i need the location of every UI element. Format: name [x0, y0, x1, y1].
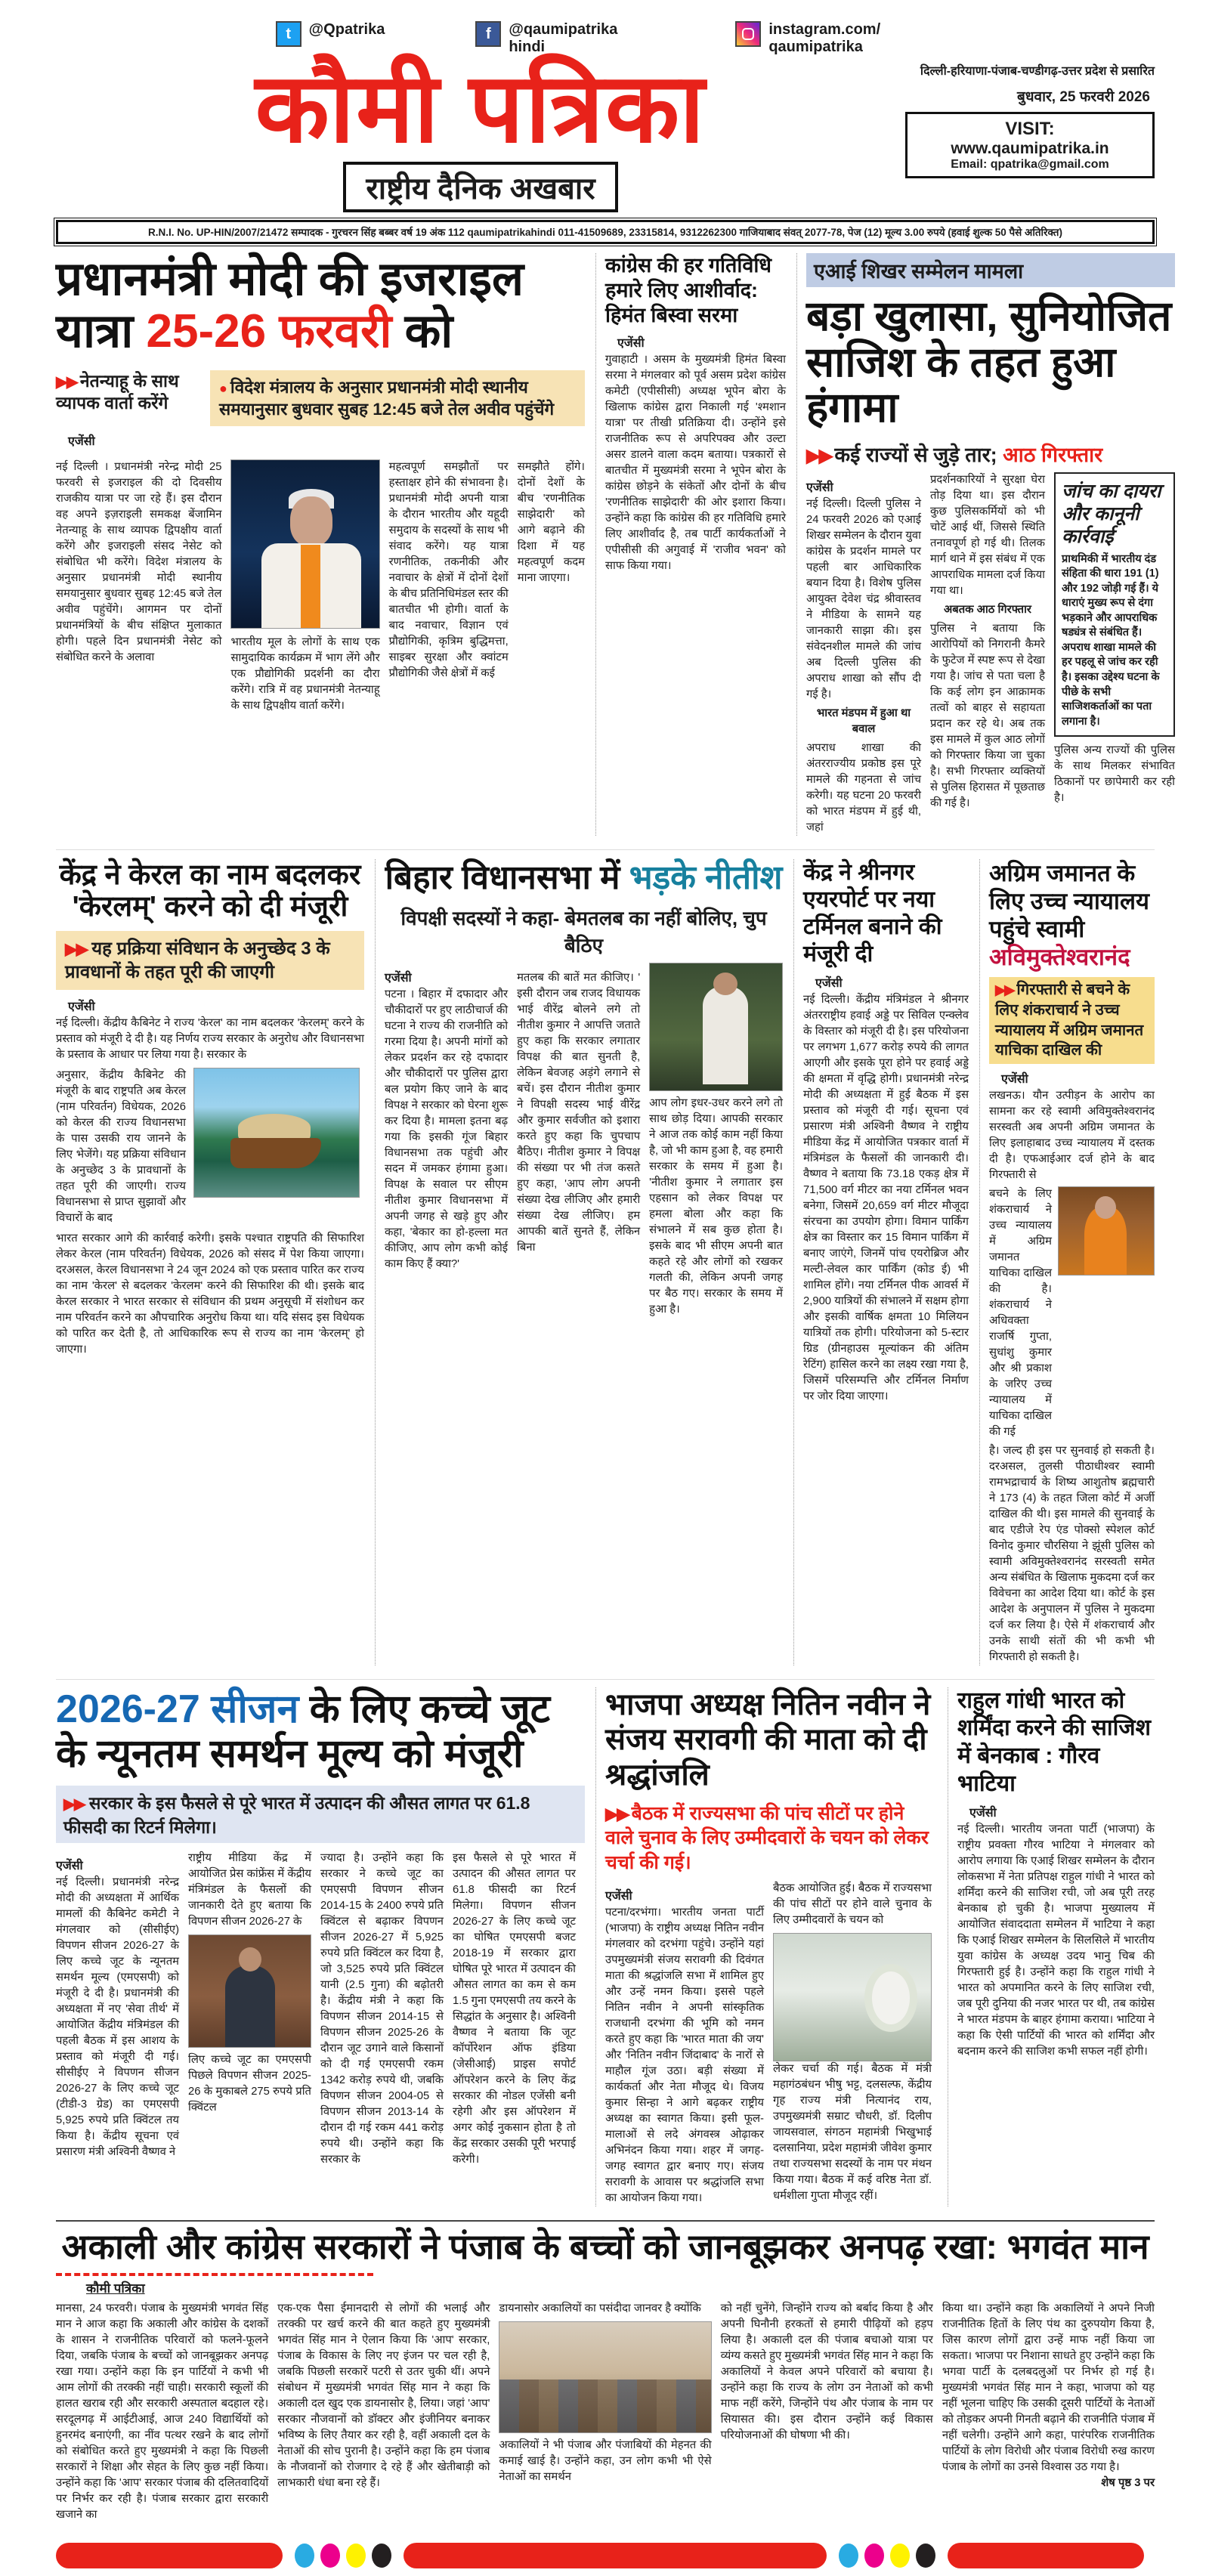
jute-sub [56, 1786, 585, 1843]
himanta-body: गुवाहाटी । असम के मुख्यमंत्री हिमंत बिस्वा सरमा ने मंगलवार को पूर्व असम प्रदेश कांग्रेस कमेटी (एपीसीसी) अध्यक्ष भूपेन बोरा के खिलाफ कांग्रेस द्वारा निकाली गई 'श्मशान यात्रा' पर तीखी प्रतिक्रिया दी। उन्होंने इसे राजनीतिक रूप से अपरिपक्व और उल्टा असर डालने वाला कदम बताया। पत्रकारों से बातचीत में मुख्यमंत्री सरमा ने भूपेन बोरा के कांग्रेस छोड़ने के संकेतों और दोनों के बीच 'रणनीतिक साझेदारी' की ओर इशारा किया। उन्होंने कहा कि कांग्रेस की हर गतिविधि हमारे लिए आशीर्वाद है, तब पार्टी कार्यकर्ताओं ने एपीसीसी की अगुवाई में 'राजीव भवन' को साफ किया गया। [605, 353, 786, 572]
double-arrow-icon: ▶▶ [56, 373, 77, 391]
jute-headline [56, 1687, 585, 1777]
kerala-houseboat-photo [193, 1068, 360, 1198]
top-section [56, 253, 1175, 836]
red-bar [56, 2543, 283, 2568]
lead-headline-part-a: यात्रा [56, 305, 147, 358]
yellow-dot [346, 2544, 366, 2568]
bjp-headline: भाजपा अध्यक्ष नितिन नवीन ने संजय सरावगी की माता को दी श्रद्धांजलि [605, 1687, 931, 1792]
ai-subhead1: भारत मंडपम में हुआ था बवाल [816, 707, 911, 735]
tribute-photo [773, 1933, 932, 2061]
facebook-handle[interactable] [475, 21, 645, 56]
himanta-headline: कांग्रेस की हर गतिविधि हमारे लिए आशीर्वाद: हिमंत बिस्वा सरमा [605, 254, 772, 326]
swami-byline: एजेंसी [1001, 1072, 1028, 1086]
bihar-byline: एजेंसी [385, 971, 412, 985]
date-line: बुधवार, 25 फरवरी 2026 [1017, 89, 1150, 105]
instagram-handle[interactable] [735, 21, 935, 56]
black-dot [372, 2544, 391, 2568]
punjab-col2: एक-एक पैसा ईमानदारी से लोगों की भलाई और तरक्की पर खर्च करने की बात कहते हुए मुख्यमंत्री भगवंत सिंह मान ने ऐलान किया कि 'आप' सरकार, पंजाब के विकास के लिए नए इंजन पर चल रही है, जबकि पिछली सरकारें पटरी से उतर चुकी थीं। अपने संबोधन में मुख्यमंत्री भगवंत सिंह मान ने कहा कि अकाली दल खुद एक डायनासोर है, लिया। जहां 'आप' सरकार नौजवानों को डॉक्टर और इंजीनियर बनाकर भविष्य के लिए तैयार कर रही है, वहीं अकाली दल के नेताओं की सोच पुरानी है। उन्होंने कहा कि हम पंजाब के नौजवानों को रोजगार दे रहे हैं और खेतीबाड़ी को लाभकारी धंधा बना रहे हैं। [277, 2302, 490, 2489]
bihar-headline-teal: भड़के नीतीश [629, 858, 783, 896]
tagline: राष्ट्रीय दैनिक अखबार [343, 162, 617, 212]
ai-box-after: पुलिस अन्य राज्यों की पुलिस के साथ मिलकर संभावित ठिकानों पर छापेमारी कर रही है। [1054, 744, 1175, 805]
double-arrow-icon: ▶▶ [63, 1795, 85, 1814]
lower-section [56, 1679, 1155, 2207]
punjab-col5: किया था। उन्होंने कहा कि अकालियों ने अपने निजी राजनीतिक हितों के लिए पंथ का दुरुपयोग किया है, जिस कारण लोगों द्वारा उन्हें माफ नहीं किया जा सकता। भाजपा पर निशाना साधते हुए उन्होंने कहा कि भगवा पार्टी के दलबदलुओं पर निर्भर हो गई है। मुख्यमंत्री भगवंत सिंह मान ने कहा, भाजपा को यह नहीं भूलना चाहिए कि उसकी दूसरी पार्टियों के नेताओं को तोड़कर अपनी गिनती बढ़ाने की राजनीति पंजाब में नहीं चलेगी। उन्होंने आगे कहा, पारंपरिक राजनीतिक पार्टियों के लोग विरोधी और पंजाब विरोधी रुख कारण पंजाब के लोगों का उनसे विश्वास उठ गया है। [942, 2302, 1155, 2473]
punjab-col3a: डायनासोर अकालियों का पसंदीदा जानवर है क्योंकि [499, 2302, 701, 2315]
swami-rest: है। जल्द ही इस पर सुनवाई हो सकती है। दरअसल, तुलसी पीठाधीश्वर स्वामी रामभद्राचार्य के शिष्य आशुतोष ब्रह्मचारी ने 173 (4) के तहत जिला कोर्ट में अर्जी दाखिल की थी। इस मामले की सुनवाई के बाद एडीजे रेप एंड पोक्सो स्पेशल कोर्ट विनोद कुमार चौरसिया ने झूंसी पुलिस को स्वामी अविमुक्तेश्वरानंद सरस्वती समेत अन्य संबंधित के खिलाफ मुकदमा दर्ज कर विवेचना का आदेश दिया था। कोर्ट के इस आदेश के अनुपालन में पुलिस ने मुकदमा दर्ज कर लिया है। ऐसे में शंकराचार्य और उनके साथी संतों की भी कभी भी गिरफ्तारी हो सकती है। [989, 1444, 1155, 1663]
bihar-headline-black: बिहार विधानसभा में [385, 858, 629, 896]
punjab-col1: मानसा, 24 फरवरी। पंजाब के मुख्यमंत्री भगवंत सिंह मान ने आज कहा कि अकाली और कांग्रेस के दशकों के शासन ने राजनीतिक परिवारों को फलने-फूलने दिया, जबकि पंजाब के बच्चों को जानबूझकर अनपढ़ रखा गया। उन्होंने कहा कि इन पार्टियों ने कभी भी आम लोगों की तरक्की नहीं चाही। सरकारी स्कूलों की हालत खराब रही और सरकारी अस्पताल बदहाल रहे। सरदूलगढ़ में आईटीआई, आज 240 विद्यार्थियों को हुनरमंद बनाएंगी, का नींव पत्थर रखने के बाद लोगों को संबोधित करते हुए मुख्यमंत्री ने कहा कि पिछली सरकारों ने शिक्षा और सेहत के लिए कुछ नहीं किया। उन्होंने कहा कि 'आप' सरकार पंजाब की दलितवादियों पर निर्भर कर रही है। पंजाब सरकार द्वारा सरकारी खजाने का [56, 2302, 269, 2521]
investigation-box-body: प्राथमिकी में भारतीय दंड संहिता की धारा 191 (1) और 192 जोड़ी गई हैं। ये धाराएं मुख्य रूप से दंगा भड़काने और आपराधिक षड्यंत्र से संबंधित हैं। अपराध शाखा मामले की हर पहलू से जांच कर रही है। इसका उद्देश्य घटना के पीछे के सभी साजिशकर्ताओं का पता लगाना है। [1062, 552, 1160, 728]
twitter-icon: t [276, 21, 301, 47]
cyan-dot [839, 2544, 858, 2568]
bjp-col1: पटना/दरभंगा। भारतीय जनता पार्टी (भाजपा) के राष्ट्रीय अध्यक्ष नितिन नवीन मंगलवार को दरभंगा पहुंचे। उन्होंने यहां उपमुख्यमंत्री संजय सरावगी की दिवंगत माता की श्रद्धांजलि सभा में शामिल हुए और उन्हें नमन किया। इससे पहले नितिन नवीन ने अपनी सांस्कृतिक राजधानी दरभंगा की भूमि को नमन करते हुए कहा कि 'भारत माता की जय' और 'नितिन नवीन जिंदाबाद' के नारों से माहौल गूंज उठा। बड़ी संख्या में कार्यकर्ता और नेता मौजूद थे। विजय कुमार सिन्हा ने आगे बढ़कर राष्ट्रीय अध्यक्ष का स्वागत किया। इसी फूल-मालाओं से लदे अंगवस्त्र ओढ़ाकर अभिनंदन किया गया। शहर में जगह-जगह स्वागत द्वार बनाए गए। संजय सरावगी के आवास पर श्रद्धांजलि सभा का आयोजन किया गया। [605, 1906, 764, 2205]
swami-headline-crimson: अविमुक्तेश्वरानंद [989, 944, 1130, 971]
instagram-handle-text: instagram.com/ qaumipatrika [768, 21, 881, 55]
visit-box [905, 112, 1155, 178]
article-bhagwant-mann [56, 2220, 1155, 2523]
visit-label: VISIT: [1005, 119, 1055, 139]
bjp-byline: एजेंसी [605, 1890, 632, 1903]
modi-speech-photo [230, 459, 379, 629]
lead-bullet-text: विदेश मंत्रालय के अनुसार प्रधानमंत्री मोदी स्थानीय समयानुसार बुधवार सुबह 12:45 बजे तेल अवीव पहुंचेंगे [219, 377, 555, 419]
investigation-box-title: जांच का दायरा और कानूनी कार्रवाई [1062, 480, 1161, 547]
bihar-col3: आप लोग इधर-उधर करने लगे तो साथ छोड़ दिया। आपकी सरकार ने आज तक कोई काम नहीं किया है, जो भी काम हुआ है, वह हमारी सरकार के समय में हुआ है। 'नीतीश कुमार ने लगातार इस एहसान को लेकर विपक्ष पर हमला बोला और कहा कि संभालने में सब कुछ होता है। इसके बाद भी सीएम अपनी बात कहते रहे और लोगों को रखकर गलती की, लेकिन अपनी जगह पर बैठ गए। सरकार के समय में हुआ है। [649, 1096, 783, 1316]
jute-headline-black: के लिए कच्चे जूट के न्यूनतम समर्थन मूल्य को मंजूरी [56, 1687, 550, 1777]
article-himanta [595, 253, 786, 836]
article-nitin-navin [595, 1687, 937, 2207]
red-bar [948, 2543, 1144, 2568]
ai-headline: बड़ा खुलासा, सुनियोजित साजिश के तहत हुआ हंगामा [806, 292, 1172, 431]
lead-side-sub-text: नेतन्याहू के साथ व्यापक वार्ता करेंगे [56, 370, 179, 413]
instagram-icon [735, 21, 761, 47]
jute-sub-text: सरकार के इस फैसले से पूरे भारत में उत्पादन की औसत लागत पर 61.8 फीसदी का रिटर्न मिलेगा। [63, 1793, 530, 1838]
bihar-col2: मतलब की बातें मत कीजिए। ' इसी दौरान जब राजद विधायक भाई वीरेंद्र बोलने लगे तो नीतीश कुमार ने आपत्ति जताते हुए कहा कि सरकार लगातार विपक्ष की बात सुनती है, लेकिन बेवजह अड़ंगे लगाने से बचें। इस दौरान नीतीश कुमार ने विपक्षी सदस्य भाई वीरेंद्र और कुमार सर्वजीत को इशारा करते हुए कहा कि चुपचाप बैठिए। नीतीश कुमार ने विपक्ष की संख्या पर भी तंज कसते हुए कहा, 'आप लोग अपनी संख्या देख लीजिए और हमारी संख्या देख लीजिए। हम आपकी बातें सुनते हैं, लेकिन बिना [517, 971, 641, 1254]
jute-col2b: लिए कच्चे जूट का एमएसपी पिछले विपणन सीजन 2025-26 के मुकाबले 275 रुपये प्रति क्विंटल [188, 2054, 311, 2114]
double-arrow-icon: ▶▶ [995, 982, 1014, 998]
punjab-byline: कौमी पत्रिका [86, 2281, 145, 2296]
facebook-icon: f [475, 21, 501, 47]
article-gaurav-bhatia [948, 1687, 1155, 2207]
yellow-dot [890, 2544, 910, 2568]
article-jute-msp [56, 1687, 585, 2207]
rahul-headline: राहुल गांधी भारत को शर्मिंदा करने की साजिश में बेनकाब : गौरव भाटिया [957, 1687, 1152, 1796]
lead-side-sub [56, 370, 199, 427]
himanta-byline: एजेंसी [617, 336, 645, 350]
cmyk-dots [295, 2544, 391, 2568]
article-modi-israel [56, 253, 585, 836]
continued-on-page: शेष पृष्ठ 3 पर [1101, 2477, 1155, 2489]
punjab-col4: को नहीं चुनेंगे, जिन्होंने राज्य को बर्बाद किया है और अपनी घिनौनी हरकतों से हमारी पीढ़ियों को हड़प लिया है। अकाली दल की पंजाब बचाओ यात्रा पर व्यंग्य कसते हुए मुख्यमंत्री भगवंत सिंह मान ने कहा कि अकालियों ने केवल अपने परिवारों को बचाया है। उन्होंने कहा कि राज्य के लोग उन नेताओं को कभी माफ नहीं करेंगे, जिन्होंने पंथ और पंजाब के नाम पर सियासत की। इस दौरान उन्होंने कई विकास परियोजनाओं की घोषणा भी की। [720, 2302, 933, 2441]
article-kerala-rename [56, 859, 364, 1665]
punjab-col3b: अकालियों ने भी पंजाब और पंजाबियों की मेहनत की कमाई खाई है। उन्होंने कहा, उन लोग कभी भी ऐसे नेताओं का समर्थन [499, 2439, 712, 2483]
bihar-sub: विपक्षी सदस्यों ने कहा- बेमतलब का नहीं बोलिए, चुप बैठिए [400, 906, 767, 957]
ai-kicker: एआई शिखर सम्मेलन मामला [806, 253, 1175, 287]
article-bihar-nitish [375, 859, 783, 1665]
jute-col3: ज्यादा है। उन्होंने कहा कि सरकार ने कच्चे जूट का एमएसपी विपणन सीजन 2014-15 के 2400 रुपये प्रति क्विंटल से बढ़ाकर विपणन सीजन 2026-27 में 5,925 रुपये प्रति क्विंटल कर दिया है, जो 3,525 रुपये प्रति क्विंटल यानी (2.5 गुना) की बढ़ोतरी है। केंद्रीय मंत्री ने कहा कि विपणन सीजन 2014-15 से विपणन सीजन 2025-26 के दौरान जूट उगाने वाले किसानों को दी गई एमएसपी रकम 1342 करोड़ रुपये थी, जबकि विपणन सीजन 2004-05 से विपणन सीजन 2013-14 के दौरान दी गई रकम 441 करोड़ रुपये थी। उन्होंने कहा कि सरकार के [320, 1852, 444, 2166]
bihar-col1: पटना । बिहार में दफादार और चौकीदारों पर हुए लाठीचार्ज की घटना ने राज्य की राजनीति को गरमा दिया है। अपनी मांगों को लेकर प्रदर्शन कर रहे दफादार और चौकीदारों पर पुलिस द्वारा बल प्रयोग किए जाने के बाद विपक्ष ने सरकार को घेरना शुरू कर दिया है। मामला इतना बढ़ गया कि इसकी गूंज बिहार विधानसभा तक पहुंची और सदन में जमकर हंगामा हुआ। विपक्ष के सवाल पर सीएम नीतीश कुमार विधानसभा में अपनी जगह से खड़े हुए और कहा, 'बेकार का हो-हल्ला मत कीजिए, आप लोग कभी कोई काम किए हैं क्या?' [385, 988, 509, 1270]
article-srinagar-terminal [793, 859, 969, 1665]
ai-col1: नई दिल्ली। दिल्ली पुलिस ने 24 फरवरी 2026 को एआई शिखर सम्मेलन के दौरान युवा कांग्रेस के प्रदर्शन मामले पर पहली बार आधिकारिक बयान दिया है। विशेष पुलिस आयुक्त देवेश चंद्र श्रीवास्तव ने मीडिया के सामने यह जानकारी साझा की। इस संवेदनशील मामले की जांच अब दिल्ली पुलिस की अपराध शाखा को सौंप दी गई है। [806, 497, 921, 700]
masthead-title: कौमी पत्रिका [255, 54, 707, 162]
srinagar-byline: एजेंसी [815, 976, 843, 990]
ai-sub-black: कई राज्यों से जुड़े तार; [834, 443, 1003, 466]
red-dashed-rule [56, 2273, 373, 2276]
kerala-beside-photo: अनुसार, केंद्रीय कैबिनेट की मंजूरी के बाद राष्ट्रपति अब केरल (नाम परिवर्तन) विधेयक, 2026 को केरल की राज्य विधानसभा के पास उसकी राय जानने के लिए भेजेंगे। यह प्रक्रिया संविधान के अनुच्छेद 3 के प्रावधानों के तहत पूरी की जाएगी। राज्य विधानसभा से प्राप्त सुझावों और विचारों के बाद [56, 1068, 186, 1224]
black-dot [916, 2544, 935, 2568]
jute-col2a: राष्ट्रीय मीडिया केंद्र में आयोजित प्रेस कांफ्रेंस में केंद्रीय मंत्रिमंडल के फैसलों की जानकारी देते हुए बताया कि विपणन सीजन 2026-27 के [188, 1852, 311, 1928]
lead-headline-line1: प्रधानमंत्री मोदी की इजराइल [56, 253, 524, 305]
ai-byline: एजेंसी [806, 481, 833, 494]
print-registration-bars [56, 2543, 1155, 2568]
ai-col2b: पुलिस ने बताया कि आरोपियों को निगरानी कैमरे के फुटेज में स्पष्ट रूप से देखा गया है। जांच से पता चला है कि कई लोग इन आक्रामक तत्वों को बाहर से सहायता प्रदान कर रहे थे। अब तक इस मामले में कुल आठ लोगों को गिरफ्तार किया जा चुका है। सभी गिरफ्तार व्यक्तियों से पुलिस हिरासत में पूछताछ की गई है। [930, 622, 1045, 809]
lead-col2: भारतीय मूल के लोगों के साथ एक सामुदायिक कार्यक्रम में भाग लेंगे और एक प्रौद्योगिकी प्रदर्शनी का दौरा करेंगे। रात्रि में वह प्रधानमंत्री नेतन्याहू के साथ द्विपक्षीय वार्ता करेंगे। [230, 636, 380, 713]
bjp-col2b: लेकर चर्चा की गई। बैठक में मंत्री महागंठबंधन भीषु भट्ट, दलसल्फ, केंद्रीय गृह राज्य मंत्री नित्यानंद राय, उपमुख्यमंत्री सम्राट चौधरी, डॉ. दिलीप जायसवाल, संगठन महामंत्री भिखुभाई दलसानिया, प्रदेश महामंत्री जीवेश कुमार तथा राज्यसभा सदस्यों के नाम पर मंथन किया गया। बैठक में कई वरिष्ठ नेता डॉ. धर्मशीला गुप्ता मौजूद रहीं। [773, 2063, 932, 2203]
kerala-rest: भारत सरकार आगे की कार्रवाई करेगी। इसके पश्चात राष्ट्रपति की सिफारिश लेकर केरल (नाम परिवर्तन) विधेयक, 2026 को संसद में पेश किया जाएगा। दरअसल, केरल विधानसभा ने 24 जून 2024 को एक प्रस्ताव पारित कर राज्य का नाम 'केरल' से बदलकर 'केरलम' करने की सिफारिश की थी। इसके बाद केरल सरकार ने भारत सरकार से संविधान की प्रथम अनुसूची में संशोधन कर नाम परिवर्तन करने का औपचारिक अनुरोध किया था। यदि संसद इस विधेयक को पारित कर देती है, तो आधिकारिक रूप से राज्य का नाम 'केरलम्' हो जाएगा। [56, 1232, 364, 1356]
magenta-dot [320, 2544, 340, 2568]
lead-headline-line2 [56, 305, 585, 357]
bjp-sub [605, 1801, 937, 1876]
rahul-body: नई दिल्ली। भारतीय जनता पार्टी (भाजपा) के राष्ट्रीय प्रवक्ता गौरव भाटिया ने मंगलवार को आरोप लगाया कि एआई शिखर सम्मेलन के दौरान लोकसभा में नेता प्रतिपक्ष राहुल गांधी ने भारत को शर्मिंदा करने की साजिश रची, जो अब पूरी तरह बेनकाब हो चुकी है। भाजपा मुख्यालय में आयोजित संवाददाता सम्मेलन में भाटिया ने कहा कि एआई शिखर सम्मेलन के सिलसिले में भारतीय युवा कांग्रेस के अध्यक्ष उदय भानु चिब की गिरफ्तारी हुई है। उन्होंने कहा कि राहुल गांधी ने भारत को अपमानित करने के लिए साजिश रची, जब पूरी दुनिया की नजर भारत पर थी, तब कांग्रेस ने भारत मंडपम के बाहर हंगामा कराया। भाटिया ने कहा कि ऐसी पार्टियों की भारत को शर्मिंदा और बदनाम करने की साजिश कभी सफल नहीं होगी। [957, 1823, 1155, 2058]
bjp-col2: बैठक आयोजित हुई। बैठक में राज्यसभा की पांच सीटों पर होने वाले चुनाव के लिए उम्मीदवारों के चयन को [773, 1882, 932, 1927]
swami-sub-text: गिरफ्तारी से बचने के लिए शंकराचार्य ने उच्च न्यायालय में अग्रिम जमानत याचिका दाखिल की [995, 981, 1144, 1059]
vaishnav-press-photo [188, 1934, 311, 2048]
website-url[interactable]: www.qaumipatrika.in [951, 140, 1109, 157]
punjab-headline: अकाली और कांग्रेस सरकारों ने पंजाब के बच्चों को जानबूझकर अनपढ़ रखा: भगवंत मान [61, 2227, 1149, 2267]
twitter-handle-text: @Qpatrika [308, 21, 385, 38]
middle-section [56, 849, 1155, 1665]
kerala-sub [56, 931, 364, 990]
facebook-handle-text: @qaumipatrika hindi [509, 21, 618, 55]
bjp-sub-text: बैठक में राज्यसभा की पांच सीटों पर होने वाले चुनाव के लिए उम्मीदवारों के चयन को लेकर चर्चा की गई। [605, 1802, 929, 1873]
bullet-dot-icon: ● [219, 380, 227, 396]
swami-photo [1058, 1186, 1155, 1276]
double-arrow-icon: ▶▶ [605, 1804, 629, 1823]
kerala-byline: एजेंसी [68, 1000, 95, 1013]
email-address[interactable]: Email: qpatrika@gmail.com [951, 158, 1109, 171]
jute-col4: इस फैसले से पूरे भारत में उत्पादन की औसत लागत पर 61.8 फीसदी का रिटर्न मिलेगा। विपणन सीजन 2026-27 के लिए कच्चे जूट का घोषित एमएसपी बजट 2018-19 में सरकार द्वारा घोषित पूरे भारत में उत्पादन की औसत लागत का कम से कम 1.5 गुना एमएसपी तय करने के सिद्धांत के अनुसार है। अश्विनी वैष्णव ने बताया कि जूट कॉर्पोरेशन ऑफ इंडिया (जेसीआई) प्राइस सपोर्ट ऑपरेशन करने के लिए केंद्र सरकार की नोडल एजेंसी बनी रहेगी और इस ऑपरेशन में अगर कोई नुकसान होता है तो केंद्र सरकार उसकी पूरी भरपाई करेगी। [453, 1852, 576, 2166]
kerala-headline: केंद्र ने केरल का नाम बदलकर 'केरलम्' करने को दी मंजूरी [59, 858, 361, 923]
social-row [56, 11, 1155, 59]
lead-col4: समझौते होंगे। दोनों देशों के बीच 'रणनीतिक साझेदारी' को आगे बढ़ाने की दिशा में यह महत्वपूर्ण कदम माना जाएगा। [517, 461, 585, 585]
article-ai-summit [796, 253, 1175, 836]
double-arrow-icon: ▶▶ [65, 939, 88, 958]
red-bar [404, 2543, 827, 2568]
jute-col1: नई दिल्ली। प्रधानमंत्री नरेन्द्र मोदी की अध्यक्षता में आर्थिक मामलों की कैबिनेट कमेटी ने मंगलवार को (सीसीईए) विपणन सीजन 2026-27 के लिए कच्चे जूट के न्यूनतम समर्थन मूल्य (एमएसपी) को मंजूरी दे दी है। प्रधानमंत्री की अध्यक्षता में नए 'सेवा तीर्थ' में आयोजित केंद्रीय मंत्रिमंडल की पहली बैठक में इस आशय के प्रस्ताव को मंजूरी दी गई। सीसीईए ने विपणन सीजन 2026-27 के लिए कच्चे जूट (टीडी-3 ग्रेड) का एमएसपी 5,925 रुपये प्रति क्विंटल तय किया है। केंद्रीय सूचना एवं प्रसारण मंत्री अश्विनी वैष्णव ने [56, 1876, 179, 2159]
lead-byline: एजेंसी [68, 435, 95, 449]
investigation-box [1054, 472, 1175, 738]
rahul-byline: एजेंसी [969, 1807, 997, 1820]
rni-strip: R.N.I. No. UP-HIN/2007/21472 सम्पादक - गुरचरन सिंह बब्बर वर्ष 19 अंक 112 qaumipatrikahindi 011-41509689, 23315814, 9312262300 गाजियाबाद संवत् 2077-78, पेज (12) मूल्य 3.00 रुपये (हवाई शुल्क 50 पैसे अतिरिक्त) [56, 220, 1155, 244]
bihar-headline [385, 859, 783, 896]
ai-subhead2: अबतक आठ गिरफ्तार [943, 603, 1031, 616]
swami-intro: लखनऊ। यौन उत्पीड़न के आरोप का सामना कर रहे स्वामी अविमुक्तेश्वरानंद सरस्वती अब अपनी अग्रिम जमानत के लिए इलाहाबाद उच्च न्यायालय में दस्तक दी है। एफआईआर दर्ज होने के बाद गिरफ्तारी से [989, 1089, 1155, 1181]
double-arrow-icon: ▶▶ [806, 445, 832, 466]
twitter-handle[interactable] [276, 21, 385, 56]
lead-col1: नई दिल्ली । प्रधानमंत्री नरेन्द्र मोदी 25 फरवरी से इजराइल की दो दिवसीय राजकीय यात्रा पर जा रहे हैं। इस दौरान वह अपने इज़राइली समकक्ष बेंजामिन नेतन्याहू के साथ व्यापक द्विपक्षीय वार्ता करेंगे और इजराइली संसद नेसेट को संबोधित भी करेंगे। विदेश मंत्रालय के अनुसार प्रधानमंत्री मोदी स्थानीय समयानुसार बुधवार सुबह 12:45 बजे तेल अवीव पहुंचेंगे। आगमन पर दोनों प्रधानमंत्रियों के बीच संक्षिप्त मुलाकात होगी। पहले दिन प्रधानमंत्री नेसेट को संबोधित करने के अलावा [56, 461, 222, 664]
srinagar-body: नई दिल्ली। केंद्रीय मंत्रिमंडल ने श्रीनगर अंतरराष्ट्रीय हवाई अड्डे पर सिविल एन्क्लेव के विस्तार को मंजूरी दी है। इस परियोजना पर लगभग 1,677 करोड़ रुपये की लागत आएगी और इसके पूरा होने पर हवाई अड्डे की क्षमता में वृद्धि होगी। प्रधानमंत्री नरेन्द्र मोदी की अध्यक्षता में हुई बैठक में इस प्रस्ताव को मंजूरी दी गई। सूचना एवं प्रसारण मंत्री अश्विनी वैष्णव ने राष्ट्रीय मीडिया केंद्र में आयोजित पत्रकार वार्ता में मंत्रिमंडल के फैसलों की जानकारी दी। वैष्णव ने बताया कि 73.18 एकड़ क्षेत्र में 71,500 वर्ग मीटर का नया टर्मिनल भवन बनेगा, जिसमें 20,659 वर्ग मीटर मौजूदा संरचना का उपयोग होगा। विमान पार्किंग क्षेत्र का विस्तार कर 15 विमान पार्किंग में बनाए जाएंगे, जिनमें पांच एयरोब्रिज और मल्टी-लेवल कार पार्किंग (कोड ई) भी शामिल होंगे। नया टर्मिनल पीक आवर्स में 2,900 यात्रियों की संभालने में सक्षम होगा और इसकी वार्षिक क्षमता 10 मिलियन यात्रियों तक होगी। परियोजना को 5-स्टार ग्रिड (ग्रीनहाउस मूल्यांकन की अंतिम रेटिंग) हासिल करने का लक्ष्य रखा गया है, जिसमें परिसम्पत्ति और टर्मिनल निर्माण पर जोर दिया जाएगा। [803, 993, 969, 1402]
kerala-intro: नई दिल्ली। केंद्रीय कैबिनेट ने राज्य 'केरल' का नाम बदलकर 'केरलम्' करने के प्रस्ताव को मंजूरी दे दी है। यह निर्णय राज्य सरकार के अनुरोध और विधानसभा के प्रस्ताव के आधार पर लिया गया है। सरकार के [56, 1016, 364, 1061]
lead-bullet-box [210, 370, 585, 427]
cyan-dot [295, 2544, 314, 2568]
mann-event-photo [499, 2321, 711, 2433]
jute-byline: एजेंसी [56, 1860, 83, 1873]
masthead-row [56, 54, 1155, 212]
ai-col2: प्रदर्शनकारियों ने सुरक्षा घेरा तोड़ दिया था। इस दौरान कुछ पुलिसकर्मियों को भी चोटें आई थीं, जिससे स्थिति तनावपूर्ण हो गई थी। तिलक मार्ग थाने में इस संबंध में एक आपराधिक मामला दर्ज किया गया था। [930, 473, 1045, 597]
srinagar-headline: केंद्र ने श्रीनगर एयरपोर्ट पर नया टर्मिनल बनाने की मंजूरी दी [803, 859, 942, 966]
ai-sub-red: आठ गिरफ्तार [1003, 443, 1103, 466]
ai-sub [806, 440, 1175, 468]
ai-col1b: अपराध शाखा की अंतरराज्यीय प्रकोष्ठ इस पूरे मामले की गहनता से जांच करेगी। यह घटना 20 फरवरी को भारत मंडपम में हुई थी, जहां [806, 741, 921, 833]
cmyk-dots [839, 2544, 935, 2568]
publish-line: दिल्ली-हरियाणा-पंजाब-चण्डीगढ़-उत्तर प्रदेश से प्रसारित [920, 65, 1155, 78]
magenta-dot [864, 2544, 884, 2568]
swami-headline [989, 859, 1155, 972]
nitish-assembly-photo [649, 963, 783, 1091]
swami-beside-photo: बचने के लिए शंकराचार्य ने उच्च न्यायालय में अग्रिम जमानत याचिका दाखिल की है। शंकराचार्य ने अधिवक्ता राजर्षि गुप्ता, सुधांशु कुमार और श्री प्रकाश के जरिए उच्च न्यायालय में याचिका दाखिल की गई [989, 1187, 1052, 1438]
jute-headline-blue: 2026-27 सीजन [56, 1687, 299, 1731]
swami-sub [989, 977, 1155, 1064]
article-swami-bail [979, 859, 1155, 1665]
lead-headline-part-red: 25-26 फरवरी [146, 305, 392, 358]
kerala-sub-text: यह प्रक्रिया संविधान के अनुच्छेद 3 के प्रावधानों के तहत पूरी की जाएगी [65, 938, 330, 982]
lead-headline-part-c: को [391, 305, 453, 358]
lead-col3: महत्वपूर्ण समझौतों पर हस्ताक्षर होने की संभावना है। प्रधानमंत्री मोदी अपनी यात्रा के दौरान भारतीय और यहूदी समुदाय के सदस्यों के साथ भी संवाद करेंगे। यह यात्रा रणनीतिक, तकनीकी और नवाचार के क्षेत्रों में दोनों देशों के बीच प्रतिनिधिमंडल स्तर की बातचीत भी होगी। वार्ता के बाद नवाचार, विज्ञान एवं प्रौद्योगिकी, कृत्रिम बुद्धिमत्ता, साइबर सुरक्षा और क्वांटम प्रौद्योगिकी जैसे क्षेत्रों में कई [388, 461, 509, 680]
swami-headline-black: अग्रिम जमानत के लिए उच्च न्यायालय पहुंचे स्वामी [989, 859, 1149, 942]
